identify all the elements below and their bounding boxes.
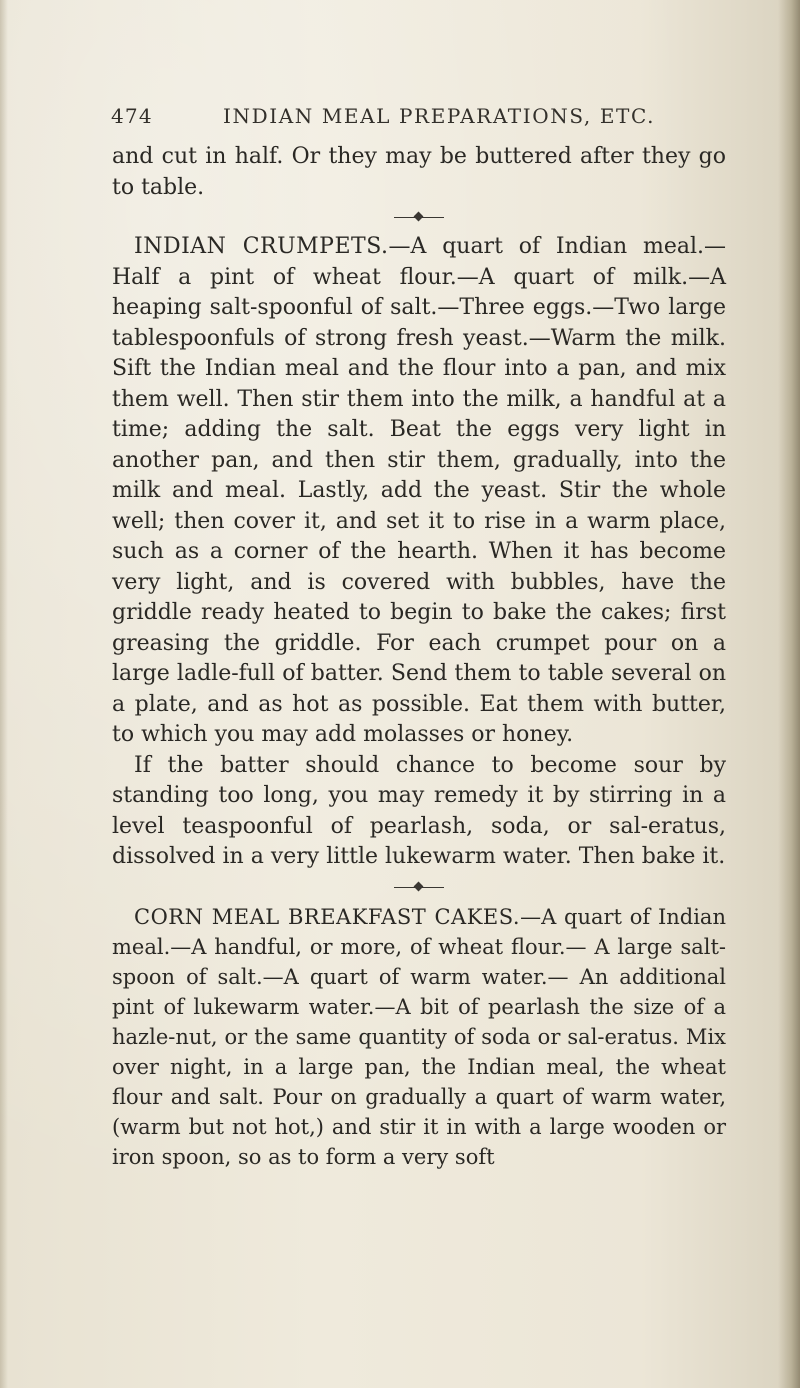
divider-diamond-icon: [414, 881, 424, 891]
recipe-note: If the batter should chance to become sour by standing too long, you may remedy it by stirring in a level teaspoonful of pearlash, soda, or sal-eratus, dissolved in a very little lukewarm water. Then bake it.: [112, 752, 726, 869]
continuation-line-1: and cut in half. Or they may be buttered after they go: [112, 144, 726, 169]
page-right-edge-shadow: [778, 0, 800, 1388]
recipe-text: —A quart of Indian meal.—A handful, or more, of wheat flour.— A large salt-spoon of salt.—A quart of warm water.— An additional pint of lukewarm water.—A bit of pearlash the size of a hazle-nut, or the same quantity of soda or sal-eratus. Mix over night, in a large pan, the Indian meal, the wheat flour and salt. Pour on gradually a quart of warm water, (warm but not hot,) and stir it in with a large wooden or iron spoon, so as to form a very soft: [112, 904, 726, 1169]
continuation-line-2: to table.: [112, 174, 205, 200]
recipe-indian-crumpets: [112, 232, 726, 751]
page-body: [112, 142, 726, 1172]
page-left-edge-shadow: [0, 0, 8, 1388]
page-number: 474: [111, 104, 153, 128]
recipe-title: CORN MEAL BREAKFAST CAKES.: [134, 904, 521, 929]
recipe-corn-meal-breakfast-cakes: [112, 902, 726, 1172]
divider-diamond-icon: [414, 212, 424, 222]
continuation-paragraph: [112, 142, 726, 203]
running-head: INDIAN MEAL PREPARATIONS, ETC.: [223, 104, 656, 128]
recipe-text: —A quart of Indian meal.— Half a pint of wheat flour.—A quart of milk.—A heaping salt-spoonful of salt.—Three eggs.—Two large tablespoonfuls of strong fresh yeast.—Warm the milk. Sift the Indian meal and the flour into a pan, and mix them well. Then stir them into the milk, a handful at a time; adding the salt. Beat the eggs very light in another pan, and then stir them, gradually, into the milk and meal. Lastly, add the yeast. Stir the whole well; then cover it, and set it to rise in a warm place, such as a corner of the hearth. When it has become very light, and is covered with bubbles, have the griddle ready heated to begin to bake the cakes; first greasing the griddle. For each crumpet pour on a large ladle-full of batter. Send them to table several on a plate, and as hot as possible. Eat them with butter, to which you may add molasses or honey.: [112, 234, 727, 747]
recipe-title: INDIAN CRUMPETS.: [134, 234, 389, 259]
section-divider: [112, 873, 726, 902]
section-divider: [112, 203, 726, 232]
page-header: [111, 104, 731, 134]
